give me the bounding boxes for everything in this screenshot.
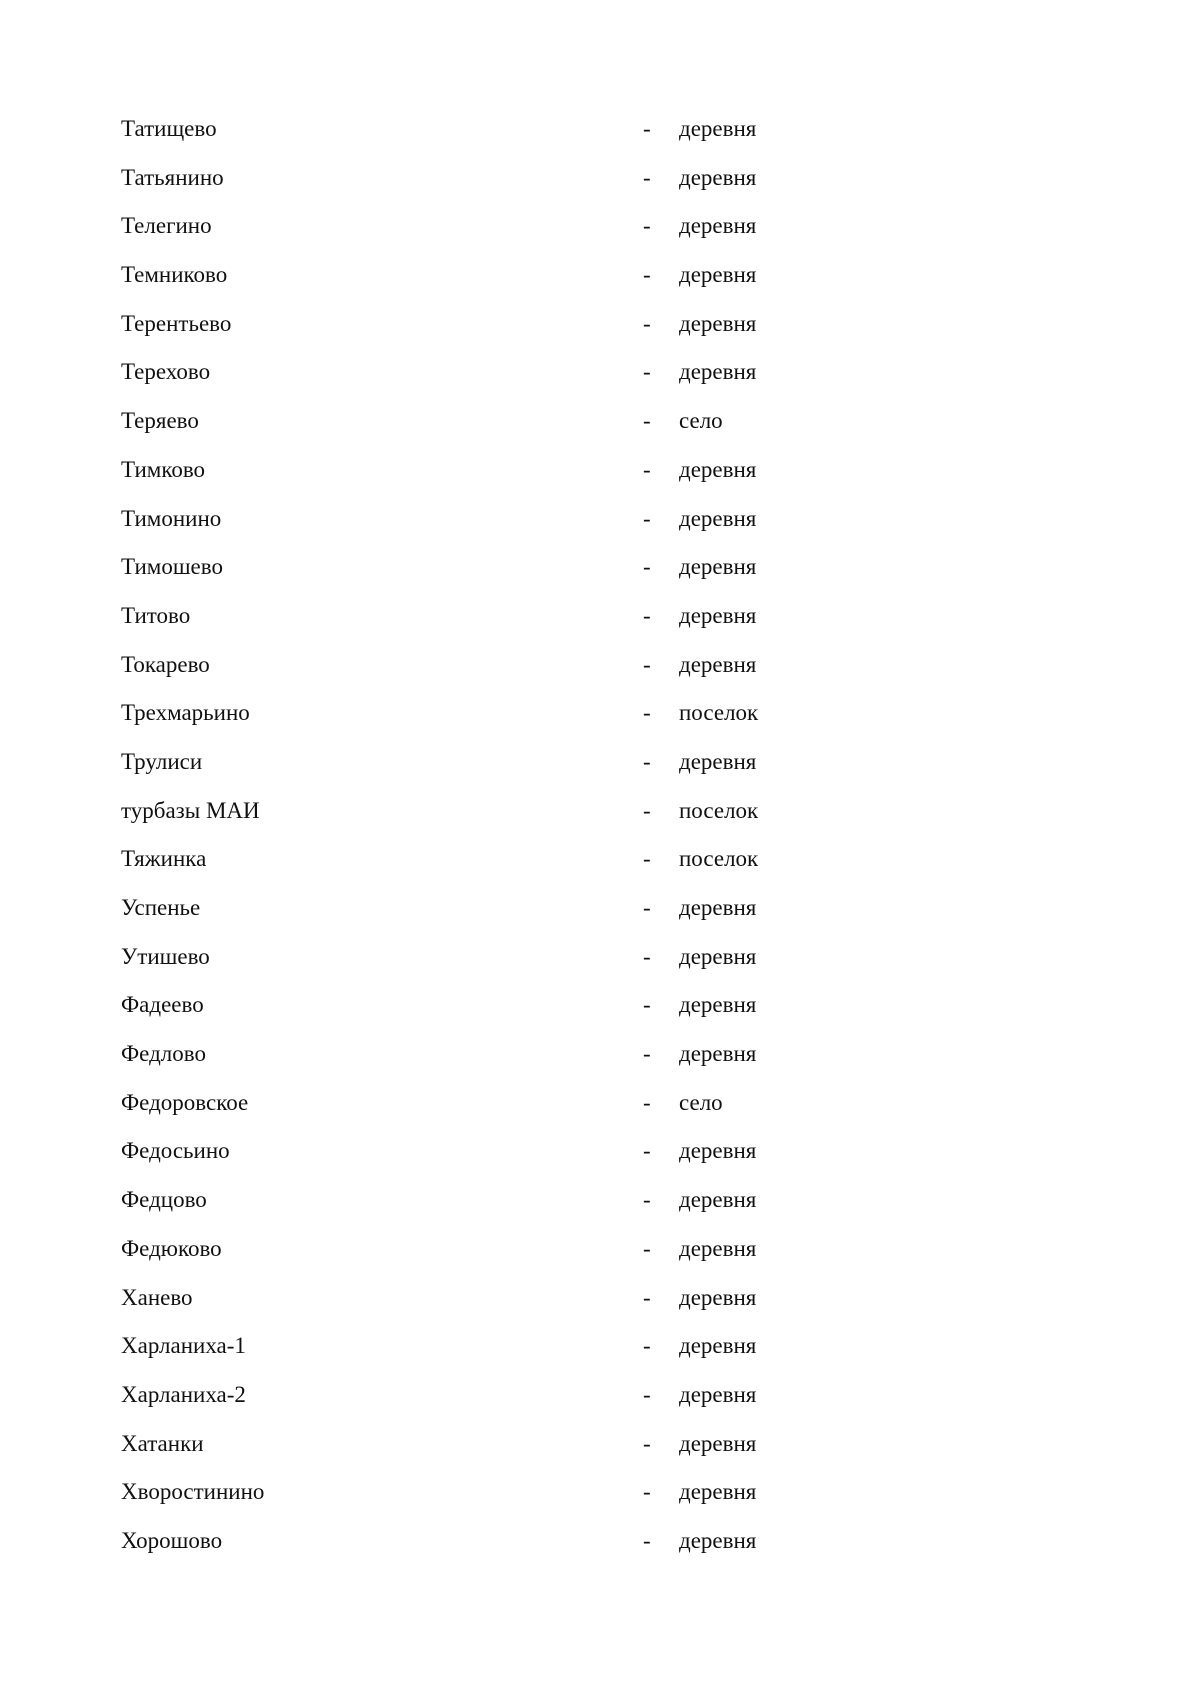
separator-dash: - [643,602,651,628]
settlement-name: Теряево [121,408,199,434]
settlement-type: деревня [679,1333,757,1359]
separator-dash: - [643,1041,651,1067]
settlement-row [121,1127,941,1176]
separator-dash: - [643,554,651,580]
settlement-name: Харланиха-2 [121,1381,246,1407]
separator-dash: - [643,1527,651,1553]
settlement-type: деревня [679,748,757,774]
settlement-type: деревня [679,1381,757,1407]
separator-dash: - [643,992,651,1018]
settlement-row [121,202,941,251]
settlement-row [121,1274,941,1323]
settlement-list [121,105,941,1566]
settlement-row [121,1079,941,1128]
settlement-name: Федосьино [121,1138,230,1164]
settlement-row [121,1420,941,1469]
settlement-type: деревня [679,1138,757,1164]
settlement-type: деревня [679,554,757,580]
settlement-name: турбазы МАИ [121,797,260,823]
settlement-row [121,933,941,982]
settlement-name: Тимошево [121,554,223,580]
separator-dash: - [643,116,651,141]
settlement-name: Федлово [121,1041,206,1067]
settlement-type: деревня [679,456,757,482]
separator-dash: - [643,797,651,823]
settlement-row [121,641,941,690]
settlement-row [121,154,941,203]
settlement-row [121,1176,941,1225]
separator-dash: - [643,1089,651,1115]
separator-dash: - [643,1381,651,1407]
separator-dash: - [643,164,651,190]
settlement-type: деревня [679,1527,757,1553]
settlement-row [121,1468,941,1517]
settlement-row [121,738,941,787]
settlement-name: Утишево [121,943,210,969]
settlement-row [121,300,941,349]
settlement-row [121,348,941,397]
settlement-type: деревня [679,1479,757,1505]
separator-dash: - [643,846,651,872]
settlement-name: Хорошово [121,1527,223,1553]
settlement-name: Федоровское [121,1089,249,1115]
settlement-type: деревня [679,116,757,141]
settlement-type: деревня [679,310,757,336]
settlement-type: деревня [679,651,757,677]
settlement-name: Терехово [121,359,211,385]
settlement-row [121,543,941,592]
settlement-name: Татьянино [121,164,224,190]
separator-dash: - [643,262,651,288]
settlement-name: Хворостинино [121,1479,265,1505]
settlement-type: поселок [679,846,759,872]
settlement-row [121,105,941,154]
settlement-name: Токарево [121,651,210,677]
settlement-row [121,1322,941,1371]
settlement-type: деревня [679,992,757,1018]
settlement-row [121,495,941,544]
settlement-type: деревня [679,262,757,288]
settlement-type: деревня [679,943,757,969]
separator-dash: - [643,1430,651,1456]
settlement-row [121,981,941,1030]
settlement-name: Трехмарьино [121,700,250,726]
settlement-name: Татищево [121,116,217,141]
settlement-name: Хатанки [121,1430,204,1456]
separator-dash: - [643,700,651,726]
settlement-type: деревня [679,895,757,920]
separator-dash: - [643,1187,651,1213]
settlement-row [121,787,941,836]
settlement-type: деревня [679,1284,757,1310]
settlement-type: поселок [679,700,759,726]
settlement-name: Федцово [121,1187,207,1213]
separator-dash: - [643,408,651,434]
settlement-type: деревня [679,602,757,628]
settlement-row [121,592,941,641]
separator-dash: - [643,213,651,239]
settlement-row [121,689,941,738]
settlement-type: деревня [679,1235,757,1261]
separator-dash: - [643,1138,651,1164]
settlement-name: Тяжинка [121,846,207,872]
settlement-row [121,835,941,884]
settlement-type: село [679,1089,723,1115]
separator-dash: - [643,895,651,920]
settlement-row [121,1517,941,1566]
separator-dash: - [643,505,651,531]
settlement-type: деревня [679,505,757,531]
settlement-type: село [679,408,723,434]
settlement-name: Темниково [121,262,228,288]
settlement-name: Успенье [121,895,201,920]
settlement-type: деревня [679,213,757,239]
settlement-type: деревня [679,1187,757,1213]
separator-dash: - [643,1284,651,1310]
settlement-type: деревня [679,164,757,190]
settlement-row [121,884,941,933]
separator-dash: - [643,1235,651,1261]
separator-dash: - [643,456,651,482]
settlement-name: Титово [121,602,191,628]
settlement-type: деревня [679,359,757,385]
separator-dash: - [643,310,651,336]
settlement-name: Фадеево [121,992,204,1018]
settlement-name: Федюково [121,1235,222,1261]
separator-dash: - [643,1333,651,1359]
settlement-name: Трулиси [121,748,203,774]
settlement-row [121,397,941,446]
settlement-type: деревня [679,1041,757,1067]
separator-dash: - [643,943,651,969]
settlement-row [121,446,941,495]
settlement-row [121,251,941,300]
separator-dash: - [643,748,651,774]
separator-dash: - [643,359,651,385]
settlement-name: Терентьево [121,310,232,336]
settlement-row [121,1225,941,1274]
settlement-type: деревня [679,1430,757,1456]
settlement-name: Тимково [121,456,206,482]
settlement-row [121,1371,941,1420]
separator-dash: - [643,1479,651,1505]
separator-dash: - [643,651,651,677]
settlement-type: поселок [679,797,759,823]
settlement-name: Харланиха-1 [121,1333,246,1359]
settlement-name: Телегино [121,213,212,239]
settlement-row [121,1030,941,1079]
settlement-name: Ханево [121,1284,193,1310]
settlement-name: Тимонино [121,505,222,531]
